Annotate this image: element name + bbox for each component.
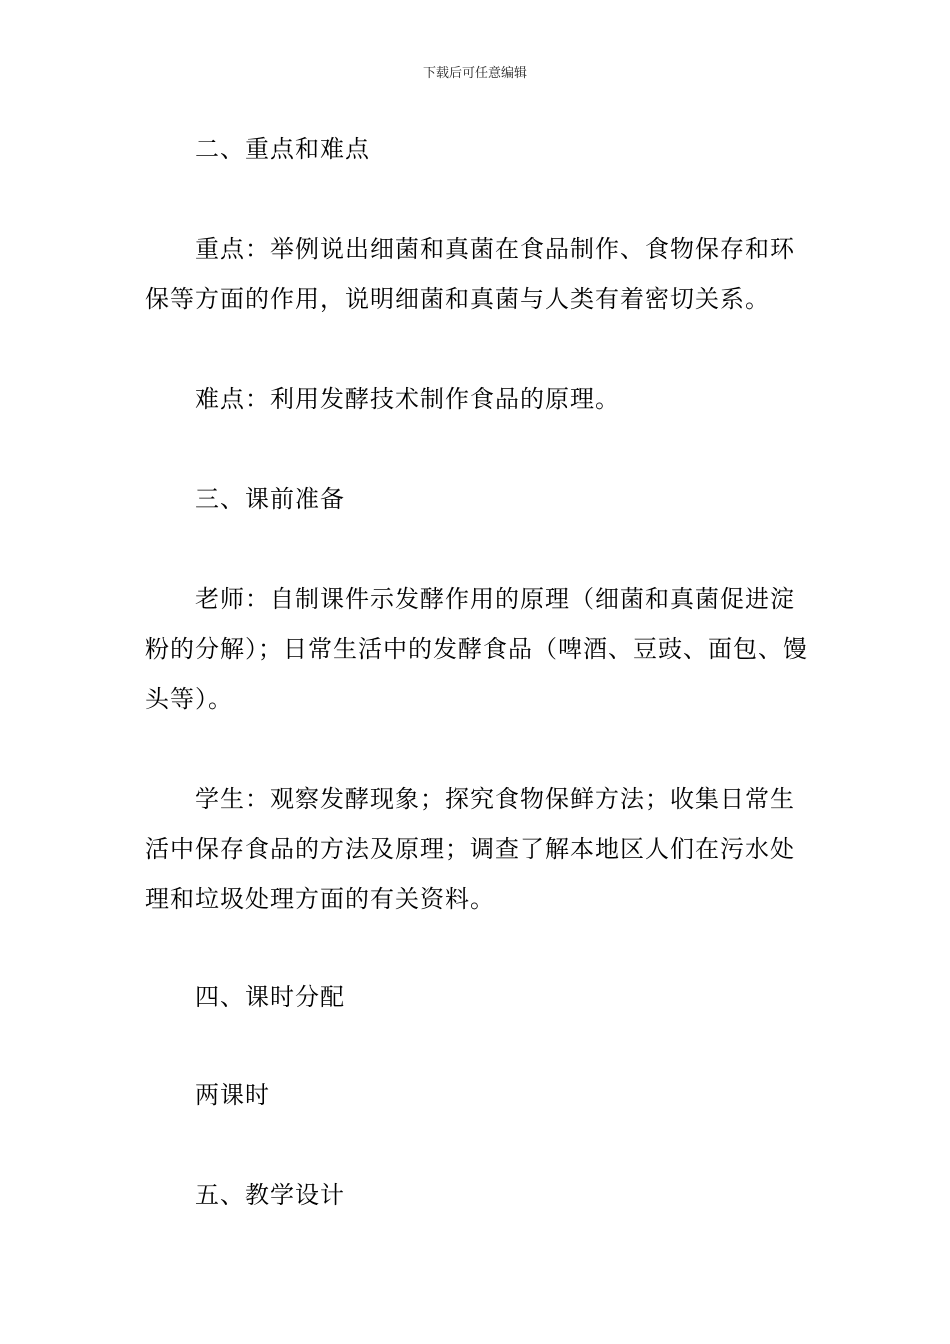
class-hours-paragraph: 两课时 bbox=[195, 1081, 270, 1109]
difficulty-paragraph: 难点：利用发酵技术制作食品的原理。 bbox=[195, 385, 620, 413]
student-prep-paragraph: 学生：观察发酵现象；探究食物保鲜方法；收集日常生活中保存食品的方法及原理；调查了解本地区人们在污水处理和垃圾处理方面的有关资料。 bbox=[145, 785, 795, 913]
teacher-prep-paragraph: 老师：自制课件示发酵作用的原理（细菌和真菌促进淀粉的分解）；日常生活中的发酵食品（啤酒、豆豉、面包、馒头等）。 bbox=[145, 585, 808, 713]
section-3-heading: 三、课前准备 bbox=[195, 485, 345, 513]
section-2-heading: 二、重点和难点 bbox=[195, 135, 370, 163]
section-5-heading: 五、教学设计 bbox=[195, 1181, 345, 1209]
section-4-heading: 四、课时分配 bbox=[195, 983, 345, 1011]
key-point-paragraph: 重点：举例说出细菌和真菌在食品制作、食物保存和环保等方面的作用，说明细菌和真菌与人类有着密切关系。 bbox=[145, 235, 795, 313]
page-header: 下载后可任意编辑 bbox=[422, 66, 527, 81]
